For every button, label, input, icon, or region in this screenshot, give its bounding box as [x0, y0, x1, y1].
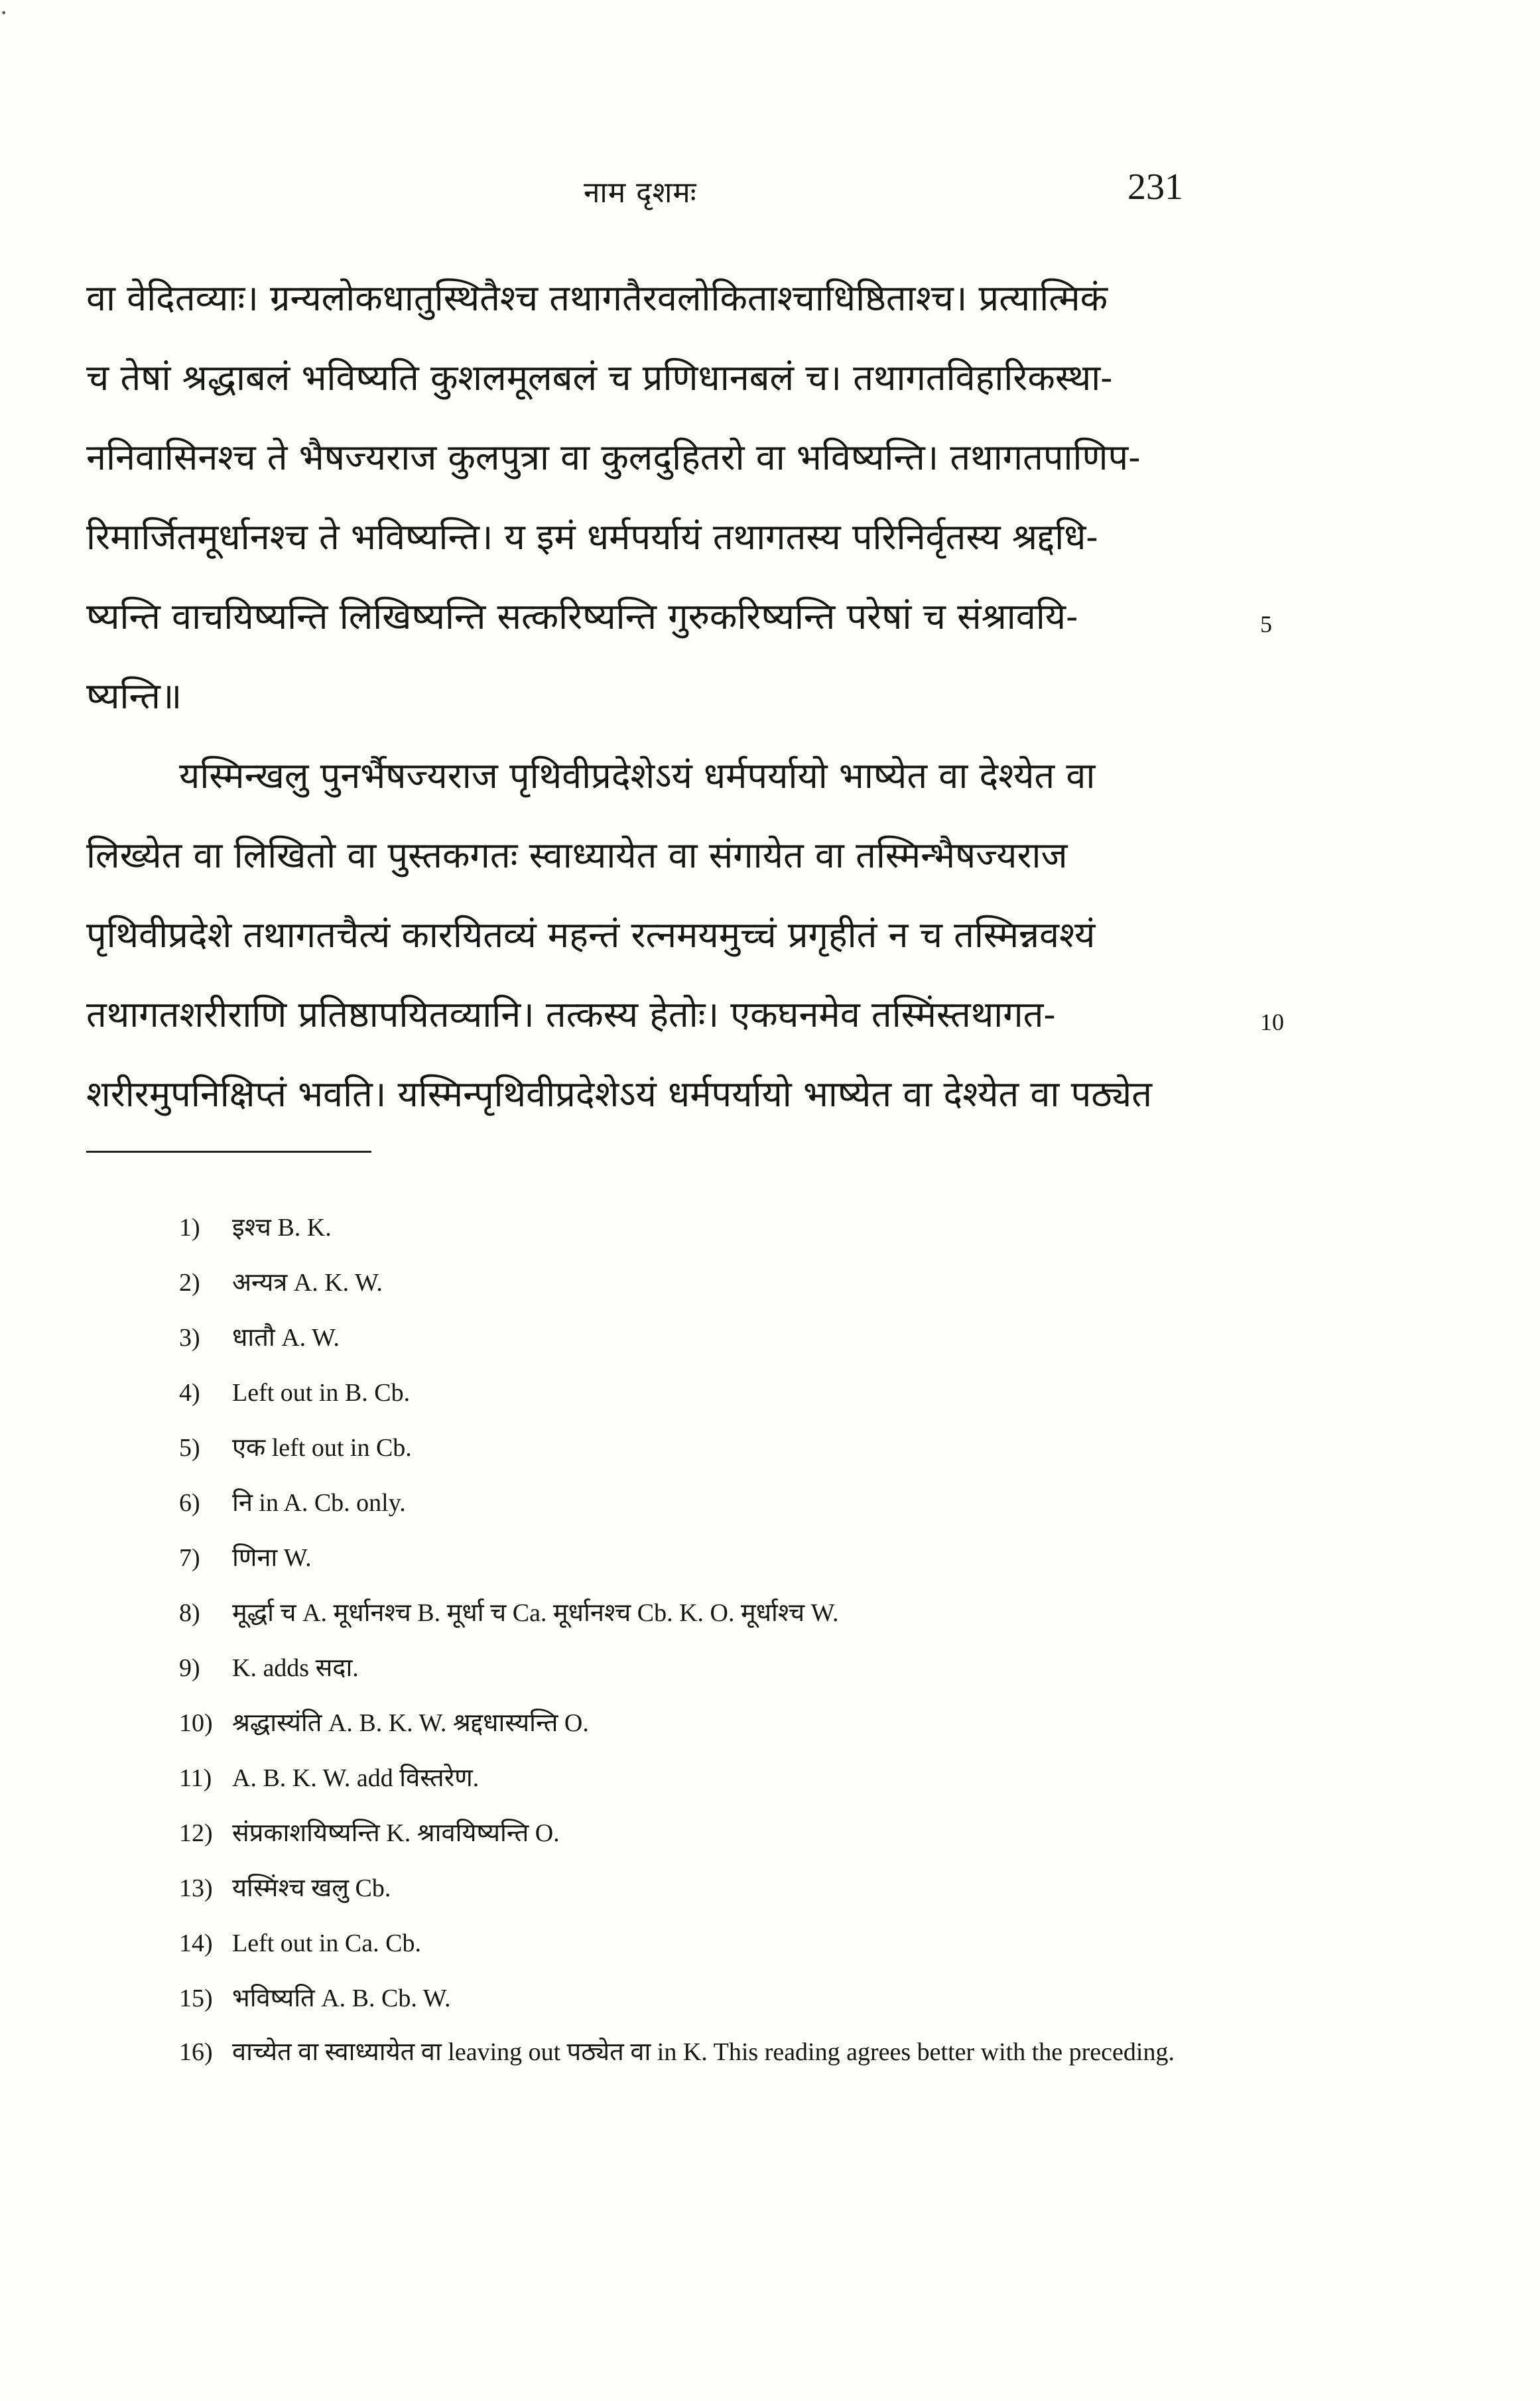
margin-line-number: 5 [1260, 611, 1272, 637]
footnote-text: णिना W. [232, 1544, 312, 1572]
footnote-number: 1) [179, 1214, 200, 1242]
running-head [0, 166, 1540, 219]
footnotes [86, 1200, 1247, 2073]
footnote-text: Left out in Ca. Cb. [232, 1929, 421, 1957]
footnote-text: मूर्द्धा च A. मूर्धानश्च B. मूर्धा च Ca. मूर्धानश्च Cb. K. O. मूर्धाश्च W. [232, 1599, 839, 1627]
main-text [86, 259, 1227, 1134]
footnote [86, 1531, 1247, 1586]
text-line: ष्यन्ति॥ [86, 675, 182, 717]
footnote-text: वाच्येत वा स्वाध्यायेत वा leaving out पठ्येत वा in K. This reading agrees better with the preceding. [232, 2038, 1175, 2066]
footnote [86, 1861, 1247, 1916]
text-line: यस्मिन्खलु पुनर्भैषज्यराज पृथिवीप्रदेशेऽयं धर्मपर्यायो भाष्येत वा देश्येत वा [179, 755, 1096, 797]
footnote-number: 6) [179, 1489, 200, 1517]
footnote-number: 2) [179, 1269, 200, 1297]
text-line: ननिवासिनश्च ते भैषज्यराज कुलपुत्रा वा कुलदुहितरो वा भविष्यन्ति। तथागतपाणिप- [86, 436, 1141, 478]
footnote [86, 2032, 1247, 2073]
text-line: पृथिवीप्रदेशे तथागतचैत्यं कारयितव्यं महन्तं रत्नमयमुच्चं प्रगृहीतं न च तस्मिन्नवश्यं [86, 914, 1096, 956]
footnote-number: 14) [179, 1929, 213, 1957]
footnote [86, 1916, 1247, 1971]
footnote-text: भविष्यति A. B. Cb. W. [232, 1984, 451, 2012]
scan-artifact: · [0, 0, 8, 27]
footnote [86, 1256, 1247, 1311]
text-line: रिमार्जितमूर्धानश्च ते भविष्यन्ति। य इमं धर्मपर्यायं तथागतस्य परिनिर्वृतस्य श्रद्दधि- [86, 516, 1098, 558]
footnote [86, 1476, 1247, 1531]
footnote-number: 12) [179, 1819, 213, 1847]
text-line: शरीरमुपनिक्षिप्तं भवति। यस्मिन्पृथिवीप्रदेशेऽयं धर्मपर्यायो भाष्येत वा देश्येत वा पठ्येत [86, 1073, 1152, 1115]
footnote [86, 1311, 1247, 1366]
running-title: नाम दृशमः [584, 176, 697, 210]
footnote [86, 1696, 1247, 1751]
footnote [86, 1200, 1247, 1256]
footnote-text: Left out in B. Cb. [232, 1379, 411, 1407]
footnote-divider [86, 1151, 371, 1153]
text-line: च तेषां श्रद्धाबलं भविष्यति कुशलमूलबलं च प्रणिधानबलं च। तथागतविहारिकस्था- [86, 357, 1113, 399]
footnote-number: 5) [179, 1434, 200, 1462]
footnote-number: 10) [179, 1709, 213, 1737]
footnote [86, 1971, 1247, 2026]
footnote-number: 4) [179, 1379, 200, 1407]
footnote-number: 3) [179, 1324, 200, 1352]
page-number: 231 [1127, 166, 1183, 208]
footnote-number: 11) [179, 1764, 212, 1792]
footnote [86, 1586, 1247, 1641]
footnote-text: संप्रकाशयिष्यन्ति K. श्रावयिष्यन्ति O. [232, 1819, 560, 1847]
footnote-text: धातौ A. W. [232, 1324, 340, 1352]
text-line: लिख्येत वा लिखितो वा पुस्तकगतः स्वाध्यायेत वा संगायेत वा तस्मिन्भैषज्यराज [86, 834, 1068, 876]
footnote [86, 1366, 1247, 1421]
margin-line-number: 10 [1260, 1009, 1284, 1035]
footnote-text: A. B. K. W. add विस्तरेण. [232, 1764, 480, 1792]
text-line: ष्यन्ति वाचयिष्यन्ति लिखिष्यन्ति सत्करिष्यन्ति गुरुकरिष्यन्ति परेषां च संश्रावयि- [86, 596, 1078, 637]
footnote-text: नि in A. Cb. only. [232, 1489, 406, 1517]
footnote-number: 8) [179, 1599, 200, 1627]
footnote [86, 1806, 1247, 1861]
footnote [86, 1641, 1247, 1696]
footnote-text: इश्च B. K. [232, 1214, 332, 1242]
footnote-number: 9) [179, 1654, 200, 1682]
text-line: वा वेदितव्याः। ग्रन्यलोकधातुस्थितैश्च तथागतैरवलोकिताश्चाधिष्ठिताश्च। प्रत्यात्मिकं [86, 277, 1108, 319]
footnote [86, 1751, 1247, 1806]
footnote-text: K. adds सदा. [232, 1654, 359, 1682]
footnote [86, 1421, 1247, 1476]
footnote-number: 16) [179, 2038, 213, 2066]
footnote-text: अन्यत्र A. K. W. [232, 1269, 383, 1297]
footnote-text: श्रद्धास्यंति A. B. K. W. श्रद्दधास्यन्ति O. [232, 1709, 589, 1737]
footnote-text: एक left out in Cb. [232, 1434, 412, 1462]
footnote-number: 7) [179, 1544, 200, 1572]
footnote-text: यस्मिंश्च खलु Cb. [232, 1874, 391, 1902]
footnote-number: 13) [179, 1874, 213, 1902]
footnote-number: 15) [179, 1984, 213, 2012]
text-line: तथागतशरीराणि प्रतिष्ठापयितव्यानि। तत्कस्य हेतोः। एकघनमेव तस्मिंस्तथागत- [86, 994, 1056, 1035]
